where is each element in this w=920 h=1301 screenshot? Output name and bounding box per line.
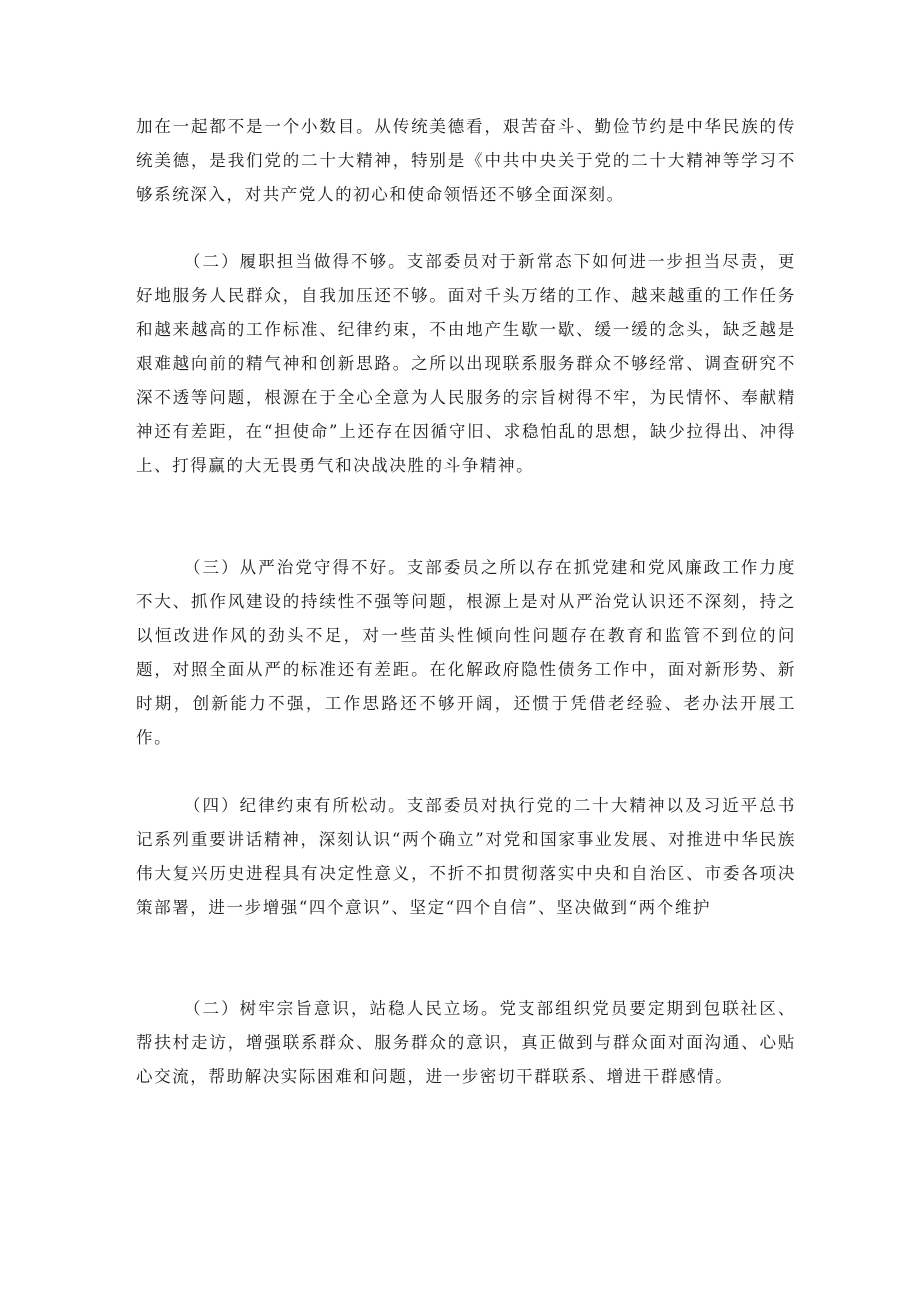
paragraph-purpose-awareness: （二）树牢宗旨意识，站稳人民立场。党支部组织党员要定期到包联社区、帮扶村走访，增强联系群众、服务群众的意识，真正做到与群众面对面沟通、心贴心交流，帮助解决实际困难和问题，进一步密切干群联系、增进干群感情。 xyxy=(136,999,796,1086)
paragraph-strict-party-governance: （三）从严治党守得不好。支部委员之所以存在抓党建和党风廉政工作力度不大、抓作风建设的持续性不强等问题，根源上是对从严治党认识还不深刻，持之以恒改进作风的劲头不足，对一些苗头性倾向性问题存在教育和监管不到位的问题，对照全面从严的标准还有差距。在化解政府隐性债务工作中，面对新形势、新时期，创新能力不强，工作思路还不够开阔，还惯于凭借老经验、老办法开展工作。 xyxy=(136,558,796,747)
paragraph-duty-responsibility: （二）履职担当做得不够。支部委员对于新常态下如何进一步担当尽责，更好地服务人民群众，自我加压还不够。面对千头万绪的工作、越来越重的工作任务和越来越高的工作标准、纪律约束，不由地产生歇一歇、缓一缓的念头，缺乏越是艰难越向前的精气神和创新思路。之所以出现联系服务群众不够经常、调查研究不深不透等问题，根源在于全心全意为人民服务的宗旨树得不牢，为民情怀、奉献精神还有差距，在“担使命”上还存在因循守旧、求稳怕乱的思想，缺少拉得出、冲得上、打得赢的大无畏勇气和决战决胜的斗争精神。 xyxy=(136,252,796,475)
paragraph-continuation: 加在一起都不是一个小数目。从传统美德看，艰苦奋斗、勤俭节约是中华民族的传统美德，是我们党的二十大精神，特别是《中共中央关于党的二十大精神等学习不够系统深入，对共产党人的初心和使命领悟还不够全面深刻。 xyxy=(136,117,796,204)
paragraph-discipline: （四）纪律约束有所松动。支部委员对执行党的二十大精神以及习近平总书记系列重要讲话精神，深刻认识“两个确立”对党和国家事业发展、对推进中华民族伟大复兴历史进程具有决定性意义，不折不扣贯彻落实中央和自治区、市委各项决策部署，进一步增强“四个意识”、坚定“四个自信”、坚决做到“两个维护 xyxy=(136,796,796,917)
